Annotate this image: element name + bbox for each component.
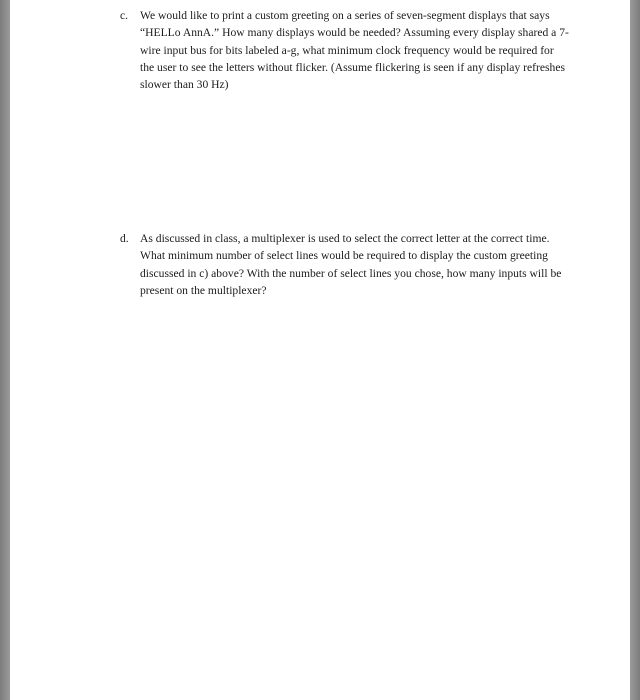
question-d-label: d. (120, 232, 129, 245)
question-c-text: We would like to print a custom greeting on a series of seven-segment displays that says “HELLo AnnA.” How many displays would be needed? Assuming every display shared a 7-wire input bus for bits labeled a-g, what minimum clock frequency would be required for the user to see the letters without flicker. (Assume flickering is seen if any display refreshes slower than 30 Hz) (140, 9, 569, 92)
question-c (120, 7, 570, 93)
question-c-label: c. (120, 9, 129, 22)
question-d-text: As discussed in class, a multiplexer is used to select the correct letter at the correct time. What minimum number of select lines would be required to display the custom greeting discussed in c) above? With the number of select lines you chose, how many inputs will be present on the multiplexer? (140, 232, 562, 297)
question-d (120, 230, 570, 299)
document-page (10, 0, 630, 700)
right-page-border (630, 0, 640, 700)
left-page-border (0, 0, 10, 700)
